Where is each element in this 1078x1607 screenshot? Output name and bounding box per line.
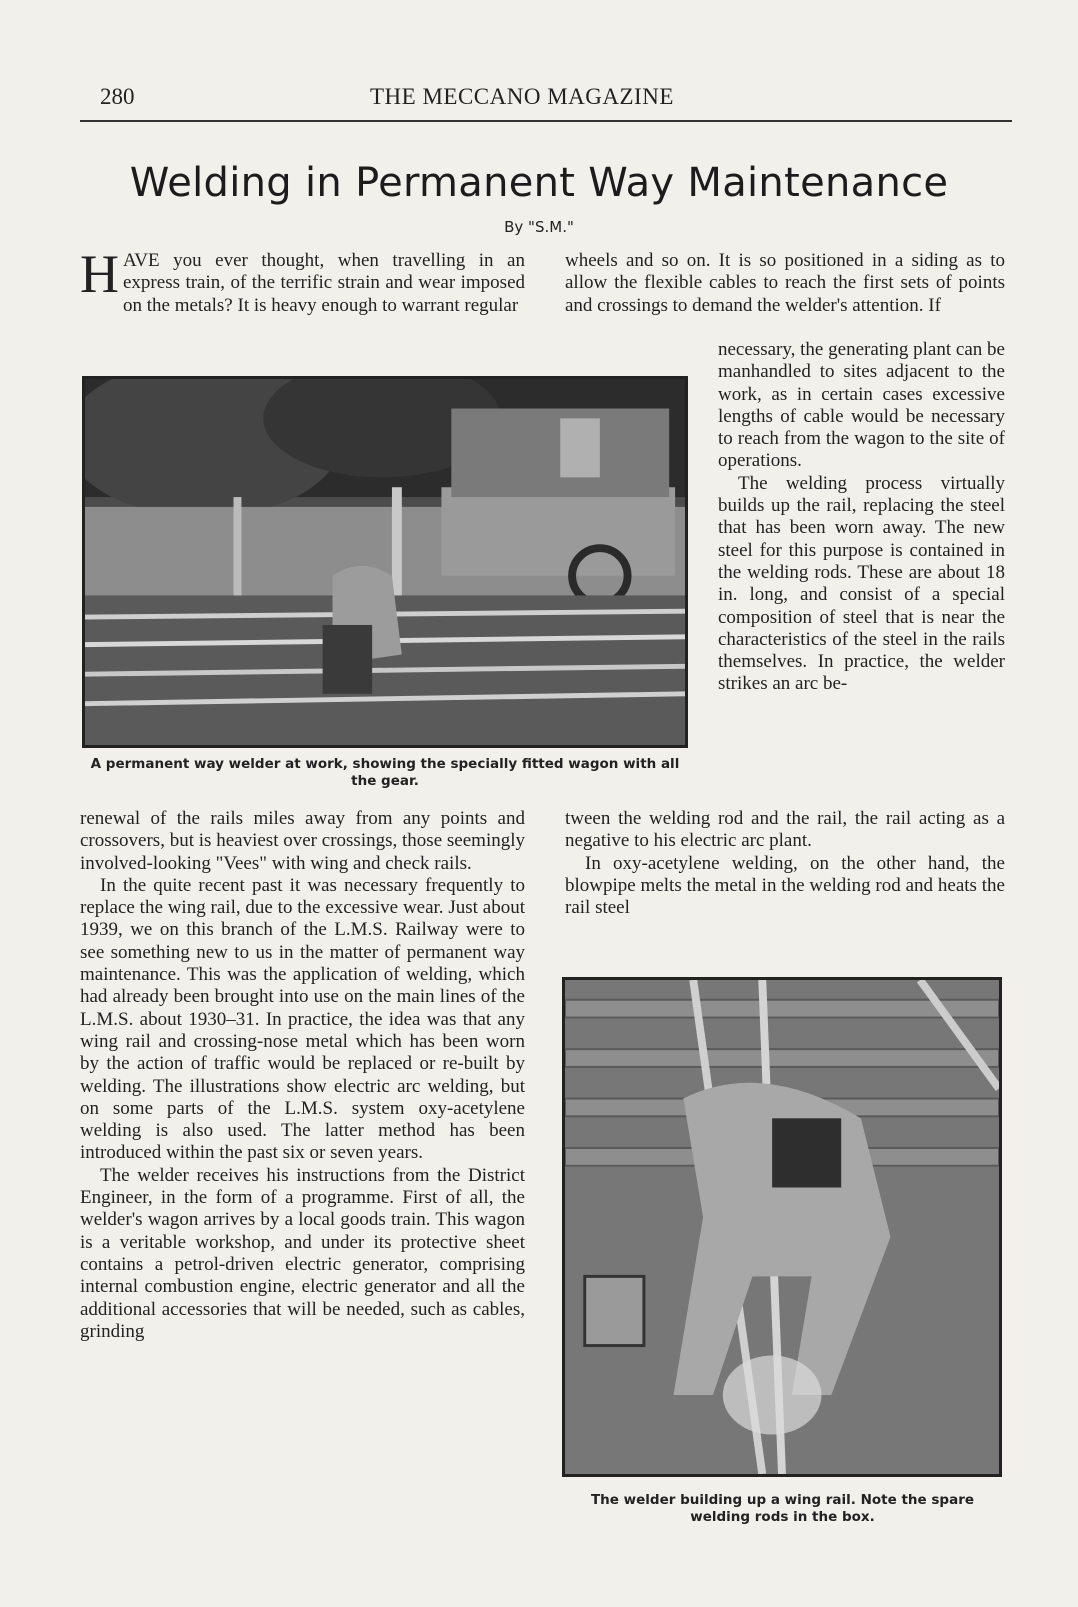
figure-welder-wagon-photo: [82, 376, 688, 748]
paragraph-arc-cont: tween the welding rod and the rail, the rail acting as a negative to his electric arc plant.: [565, 808, 1005, 852]
page-number: 280: [100, 84, 135, 109]
article-title: Welding in Permanent Way Maintenance: [129, 160, 949, 206]
drop-cap: H: [80, 244, 119, 304]
paragraph-wagon-cont: wheels and so on. It is so positioned in a siding as to allow the flexible cables to reach the first sets of points and crossings to demand the welder's attention. If: [565, 250, 1005, 316]
paragraph-oxy-acetylene: In oxy-acetylene welding, on the other hand, the blowpipe melts the metal in the welding rod and heats the rail steel: [565, 852, 1005, 919]
column-right-middle: [565, 808, 1005, 919]
paragraph-generating-plant: necessary, the generating plant can be manhandled to sites adjacent to the work, as in certain cases excessive lengths of cable would be necessary to reach from the wagon to the site of operations.: [718, 339, 1005, 472]
column-right-top: [565, 250, 1005, 317]
figure-wing-rail-caption: The welder building up a wing rail. Note the spare welding rods in the box.: [590, 1492, 975, 1525]
paragraph-renewal: renewal of the rails miles away from any points and crossovers, but is heaviest over crossings, those seemingly involved-looking "Vees" with wing and check rails.: [80, 808, 525, 874]
paragraph-intro: [80, 244, 525, 317]
figure-welder-wagon-caption: A permanent way welder at work, showing the specially fitted wagon with all the gear.: [90, 756, 680, 789]
figure-wing-rail-photo: [562, 977, 1002, 1477]
column-left-bottom: [80, 808, 525, 1343]
magazine-title: THE MECCANO MAGAZINE: [370, 84, 674, 109]
column-right-narrow: [718, 339, 1005, 696]
column-left-top: [80, 244, 525, 317]
paragraph-welding-process: The welding process virtually builds up the rail, replacing the steel that has been worn away. The new steel for this purpose is contained in the welding rods. These are about 18 in. long, and consist of a special composition of steel that is near the characteristics of the steel in the rails themselves. In practice, the welder strikes an arc be-: [718, 472, 1005, 695]
byline: By "S.M.": [504, 218, 574, 236]
paragraph-instructions: The welder receives his instructions from the District Engineer, in the form of a programme. First of all, the welder's wagon arrives by a local goods train. This wagon is a veritable workshop, and under its protective sheet contains a petrol-driven electric generator, comprising internal combustion engine, electric generator and all the additional accessories that will be needed, such as cables, grinding: [80, 1164, 525, 1342]
intro-text: AVE you ever thought, when travelling in an express train, of the terrific strain and wear imposed on the metals? It is heavy enough to warrant regular: [123, 250, 525, 316]
header-rule: [80, 120, 1012, 122]
paragraph-recent-past: In the quite recent past it was necessary frequently to replace the wing rail, due to the excessive wear. Just about 1939, we on this branch of the L.M.S. Railway were to see something new to us in the matter of permanent way maintenance. This was the application of welding, which had already been brought into use on the main lines of the L.M.S. about 1930–31. In practice, the idea was that any wing rail and crossing-nose metal which has been worn by the action of traffic would be replaced or re-built by welding. The illustrations show electric arc welding, but on some parts of the L.M.S. system oxy-acetylene welding is also used. The latter method has been introduced within the past six or seven years.: [80, 874, 525, 1164]
